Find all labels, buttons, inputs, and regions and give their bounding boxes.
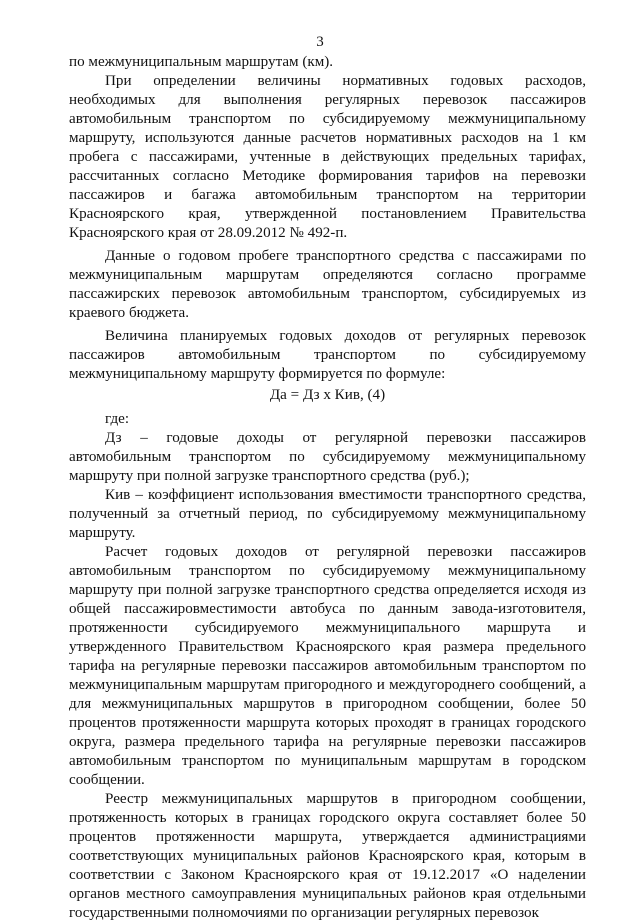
- formula: Да = Дз х Кив, (4): [269, 387, 386, 403]
- paragraph-where: где:: [105, 411, 130, 427]
- paragraph-registry: Реестр межмуниципальных маршрутов в пригородном сообщении, протяженность которых в границах городского округа составляет более 50 процентов протяженности маршрута, утверждается администрациями соответствующих муниципальных районов Красноярского края, которым в соответствии с Законом Красноярского края от 19.12.2017 «О наделении органов местного самоуправления муниципальных районов края отдельными государственными полномочиями по организации регулярных перевозок: [69, 791, 586, 921]
- paragraph-calculation: Расчет годовых доходов от регулярной перевозки пассажиров автомобильным транспортом по субсидируемому межмуниципальному маршруту при полной загрузке транспортного средства определяется исходя из общей пассажировместимости автобуса по данным завода-изготовителя, протяженности субсидируемого межмуниципального маршрута и утвержденного Правительством Красноярского края размера предельного тарифа на регулярные перевозки пассажиров автомобильным транспортом по межмуниципальным маршрутам пригородного и междугороднего сообщений, а для межмуниципальных маршрутов в пригородном сообщении, более 50 процентов протяженности маршрута которых проходят в границах городского округа, размера предельного тарифа на регулярные перевозки пассажиров автомобильным транспортом по муниципальным маршрутам в городском сообщении.: [69, 544, 586, 788]
- paragraph-revenue: Величина планируемых годовых доходов от регулярных перевозок пассажиров автомобильным транспортом по субсидируемому межмуниципальному маршруту формируется по формуле:: [69, 328, 586, 382]
- document-body: [69, 53, 586, 923]
- page-number: 3: [316, 34, 324, 50]
- paragraph-continuation: по межмуниципальным маршрутам (км).: [69, 54, 334, 70]
- paragraph-expenses: При определении величины нормативных годовых расходов, необходимых для выполнения регулярных перевозок пассажиров автомобильным транспортом по субсидируемому межмуниципальному маршруту, используются данные расчетов нормативных расходов на 1 км пробега с пассажирами, учтенные в действующих предельных тарифах, рассчитанных согласно Методике формирования тарифов на перевозки пассажиров и багажа автомобильным транспортом на территории Красноярского края, утвержденной постановлением Правительства Красноярского края от 28.09.2012 № 492-п.: [69, 73, 586, 241]
- definition-kiv: Кив – коэффициент использования вместимости транспортного средства, полученный за отчетный период, по субсидируемому межмуниципальному маршруту.: [69, 487, 586, 541]
- definition-dz: Дз – годовые доходы от регулярной перевозки пассажиров автомобильным транспортом по субсидируемому межмуниципальному маршруту при полной загрузке транспортного средства (руб.);: [69, 430, 586, 484]
- paragraph-mileage: Данные о годовом пробеге транспортного средства с пассажирами по межмуниципальным маршрутам определяются согласно программе пассажирских перевозок автомобильным транспортом, субсидируемых из краевого бюджета.: [69, 248, 586, 321]
